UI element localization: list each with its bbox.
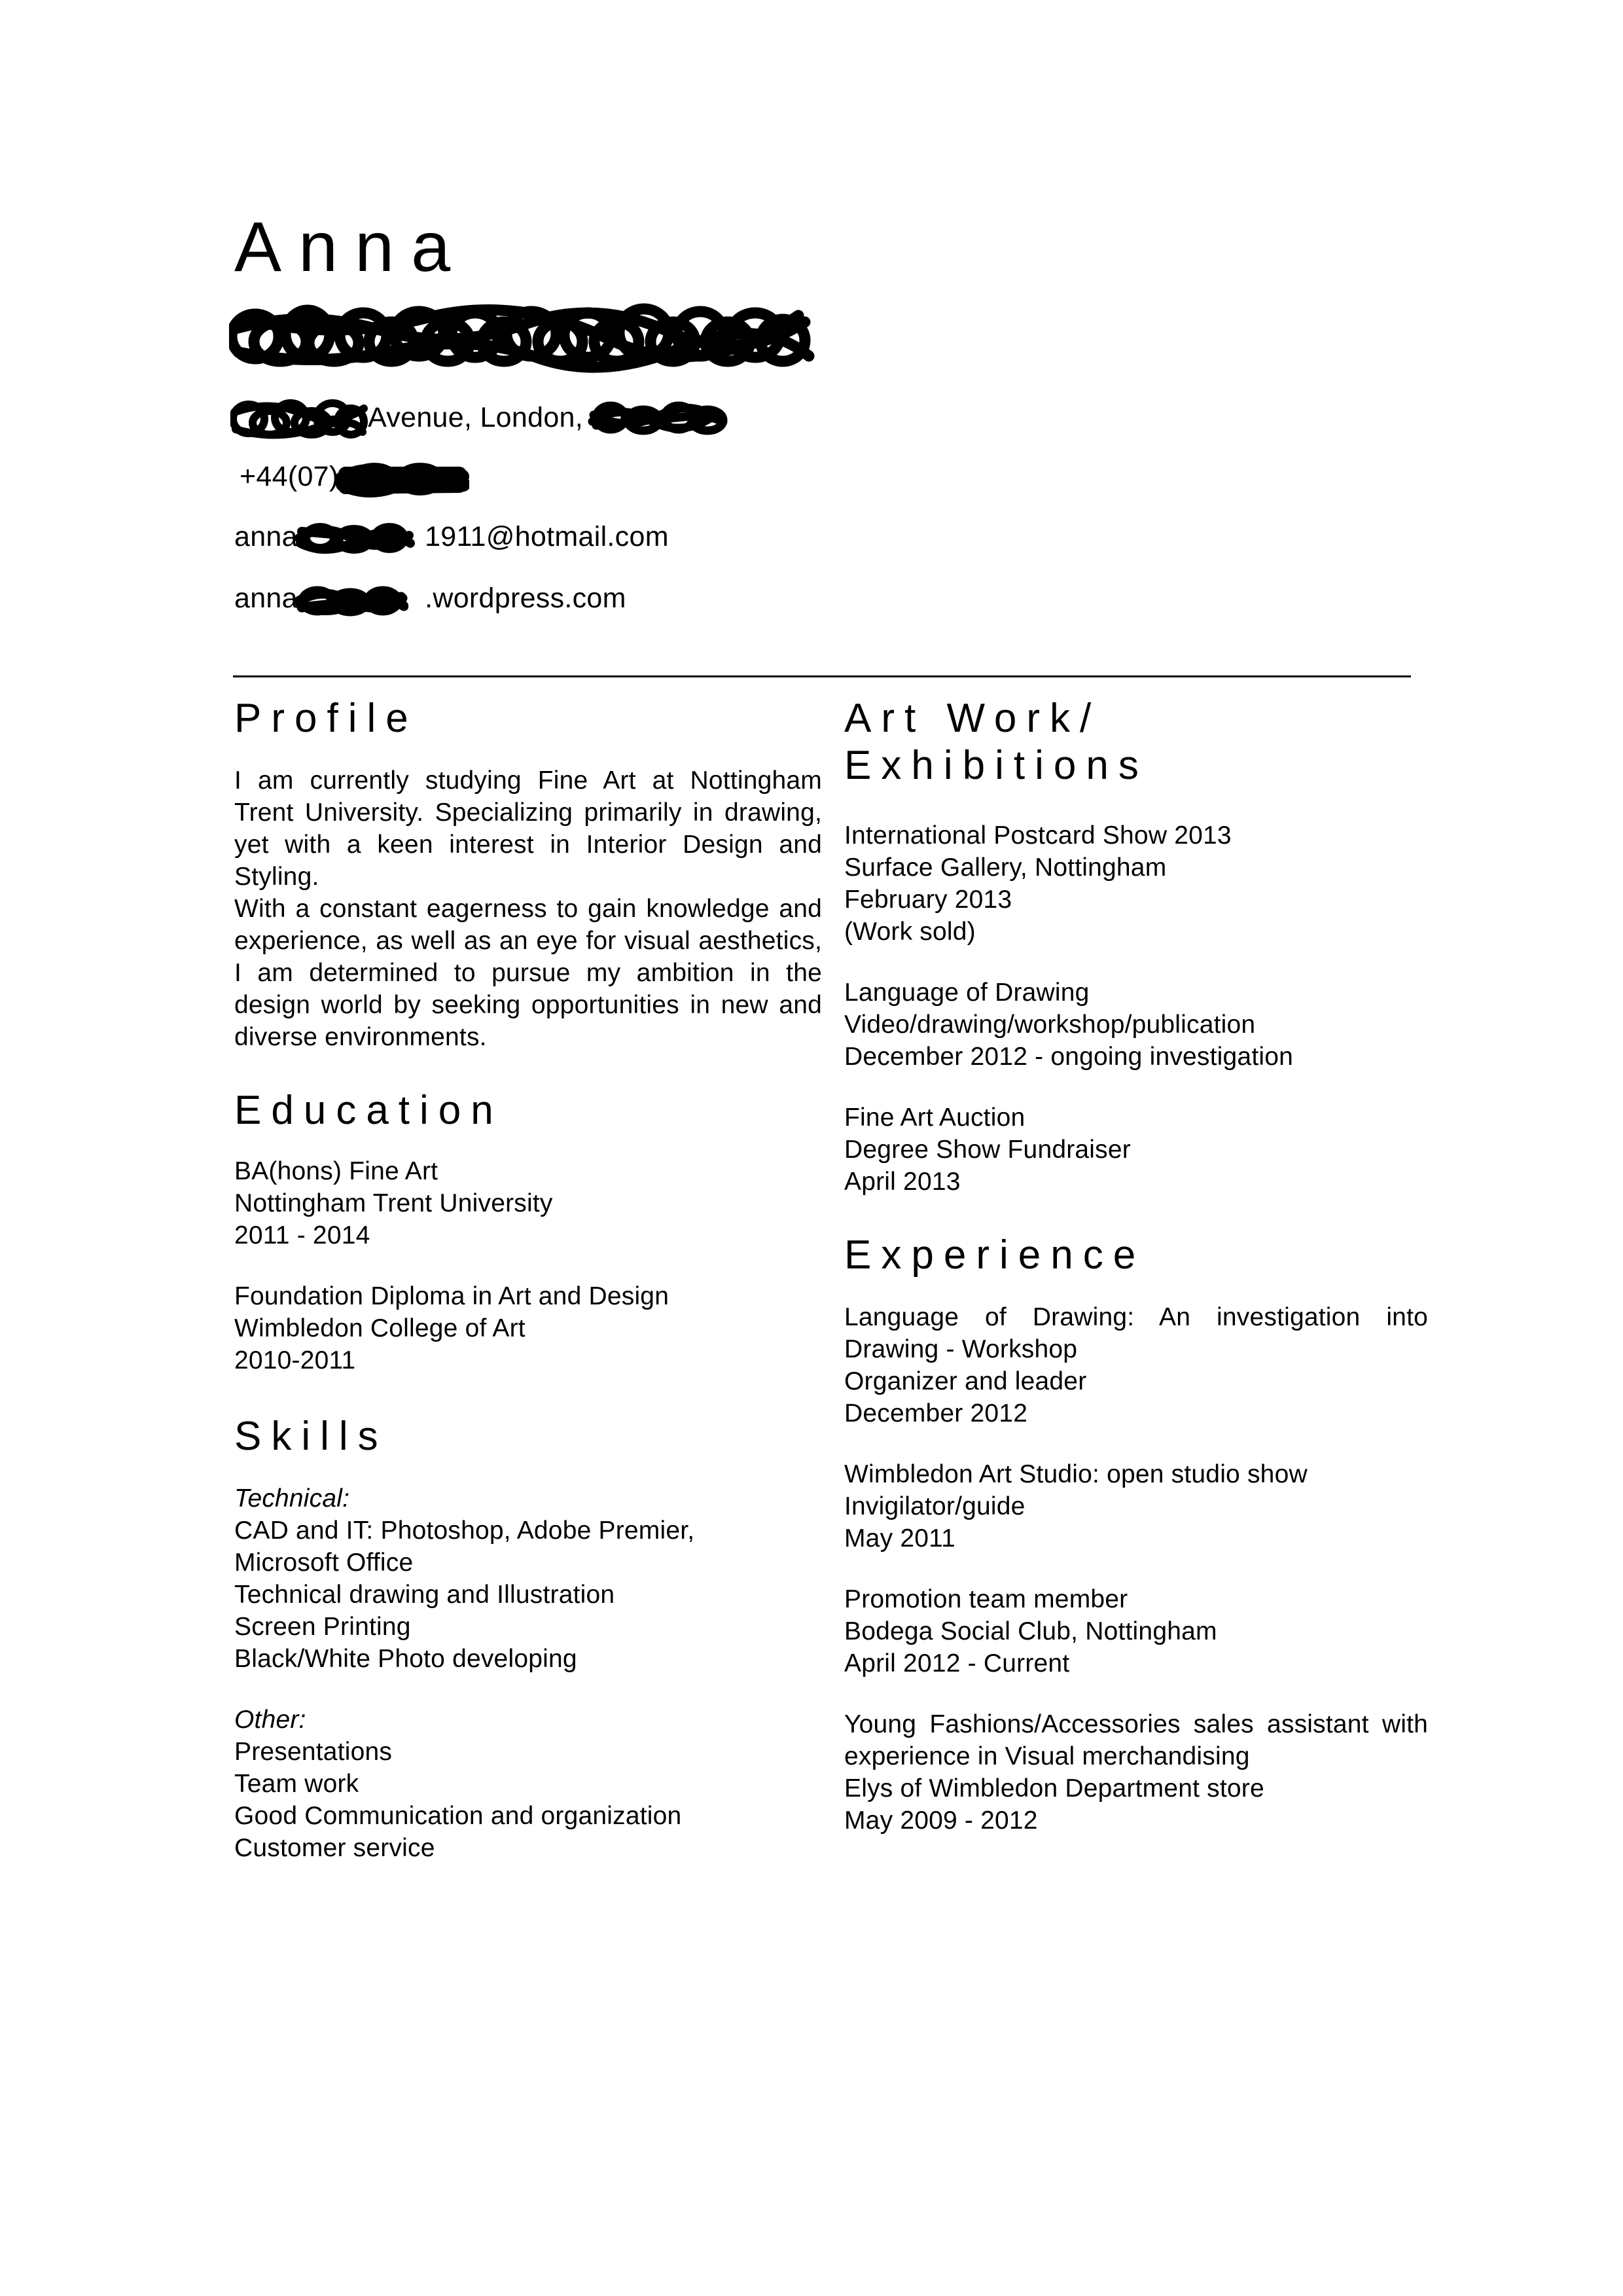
education-institution: Wimbledon College of Art: [234, 1314, 526, 1342]
email-suffix-text: 1911@hotmail.com: [425, 521, 669, 552]
phone-number-redacted: [339, 459, 466, 493]
artwork-venue: Surface Gallery, Nottingham: [844, 853, 1167, 882]
scribble-icon: [230, 389, 368, 441]
experience-date: May 2011: [844, 1524, 955, 1552]
education-dates: 2011 - 2014: [234, 1221, 370, 1249]
skills-group-other: [234, 1704, 822, 1864]
education-entry: [234, 1155, 822, 1251]
scribble-icon: [587, 389, 728, 441]
skills-group-label: Technical:: [234, 1484, 350, 1513]
section-heading-profile: Profile: [234, 696, 418, 741]
experience-role: Promotion team member: [844, 1585, 1128, 1613]
spacer: [844, 1554, 1428, 1583]
experience-date: April 2012 - Current: [844, 1649, 1070, 1677]
last-name-redacted: [234, 295, 823, 372]
artwork-title: International Postcard Show 2013: [844, 821, 1232, 850]
artwork-title: Fine Art Auction: [844, 1103, 1026, 1132]
scribble-icon: [335, 448, 469, 500]
experience-date: December 2012: [844, 1399, 1028, 1427]
section-heading-skills: Skills: [234, 1414, 388, 1459]
web-suffix-text: .wordpress.com: [425, 583, 626, 614]
spacer: [844, 948, 1428, 977]
section-heading-artwork-line2: Exhibitions: [844, 743, 1149, 788]
spacer: [844, 1073, 1428, 1102]
experience-entry: [844, 1301, 1428, 1429]
experience-detail: Elys of Wimbledon Department store: [844, 1774, 1264, 1803]
address-middle-text: Avenue, London,: [361, 402, 592, 433]
education-entry: [234, 1280, 822, 1376]
phone-prefix-text: +44(07): [240, 461, 339, 492]
address-number-redacted: [234, 401, 361, 435]
artwork-venue: Video/drawing/workshop/publication: [844, 1011, 1256, 1039]
skill-item: Team work: [234, 1770, 359, 1798]
artwork-date: April 2013: [844, 1168, 961, 1196]
artwork-entry: [844, 1102, 1428, 1198]
header-divider: [233, 675, 1411, 677]
skill-item: CAD and IT: Photoshop, Adobe Premier,: [234, 1516, 695, 1545]
email-line: [234, 520, 1432, 554]
right-column: [844, 695, 1428, 1837]
spacer: [234, 1675, 822, 1704]
artwork-title: Language of Drawing: [844, 978, 1090, 1007]
skill-item: Presentations: [234, 1738, 393, 1766]
skill-item: Microsoft Office: [234, 1549, 414, 1577]
email-middle-redacted: [298, 520, 425, 554]
spacer: [844, 1679, 1428, 1708]
experience-entry: [844, 1458, 1428, 1554]
spacer: [234, 1251, 822, 1280]
profile-paragraph-2: With a constant eagerness to gain knowledge and experience, as well as an eye for visual aesthetics, I am determined to pursue my ambition in the design world by seeking opportunities in new and diverse environments.: [234, 895, 822, 1051]
experience-detail: Invigilator/guide: [844, 1492, 1026, 1520]
artwork-venue: Degree Show Fundraiser: [844, 1136, 1131, 1164]
spacer: [844, 1429, 1428, 1458]
web-middle-redacted: [298, 581, 425, 615]
experience-date: May 2009 - 2012: [844, 1806, 1038, 1835]
artwork-entry: [844, 819, 1428, 948]
resume-header: [234, 208, 1432, 615]
first-name: Anna: [234, 207, 468, 286]
profile-paragraph-1: I am currently studying Fine Art at Nottingham Trent University. Specializing primarily in drawing, yet with a keen interest in Interior Design and Styling.: [234, 766, 822, 891]
section-heading-education: Education: [234, 1088, 503, 1133]
skills-group-label: Other:: [234, 1706, 306, 1734]
section-heading-artwork-line1: Art Work/: [844, 696, 1101, 741]
education-dates: 2010-2011: [234, 1346, 356, 1374]
artwork-entry: [844, 977, 1428, 1073]
scribble-icon: [294, 569, 408, 622]
skill-item: Technical drawing and Illustration: [234, 1581, 615, 1609]
experience-entry: [844, 1708, 1428, 1837]
postcode-redacted: [591, 401, 718, 435]
phone-line: [234, 459, 1432, 493]
scribble-icon: [294, 508, 415, 560]
education-degree: Foundation Diploma in Art and Design: [234, 1282, 669, 1310]
artwork-note: (Work sold): [844, 918, 976, 946]
web-prefix-text: anna: [234, 583, 298, 614]
education-degree: BA(hons) Fine Art: [234, 1157, 438, 1185]
skills-group-technical: [234, 1482, 822, 1675]
experience-detail: Bodega Social Club, Nottingham: [844, 1617, 1217, 1645]
email-prefix-text: anna: [234, 521, 298, 552]
education-institution: Nottingham Trent University: [234, 1189, 553, 1217]
section-heading-experience: Experience: [844, 1232, 1146, 1278]
artwork-date: December 2012 - ongoing investigation: [844, 1043, 1293, 1071]
skill-item: Customer service: [234, 1834, 435, 1862]
experience-role: Language of Drawing: An investigation into Drawing - Workshop: [844, 1303, 1428, 1363]
experience-detail: Organizer and leader: [844, 1367, 1087, 1395]
address-line: [234, 401, 1432, 435]
website-line: [234, 581, 1432, 615]
skill-item: Screen Printing: [234, 1613, 411, 1641]
experience-role: Wimbledon Art Studio: open studio show: [844, 1460, 1308, 1488]
skill-item: Good Communication and organization: [234, 1802, 682, 1830]
artwork-date: February 2013: [844, 886, 1012, 914]
experience-role: Young Fashions/Accessories sales assistant with experience in Visual merchandising: [844, 1710, 1428, 1770]
skill-item: Black/White Photo developing: [234, 1645, 577, 1673]
left-column: [234, 695, 822, 1864]
experience-entry: [844, 1583, 1428, 1679]
scribble-icon: [229, 296, 818, 374]
